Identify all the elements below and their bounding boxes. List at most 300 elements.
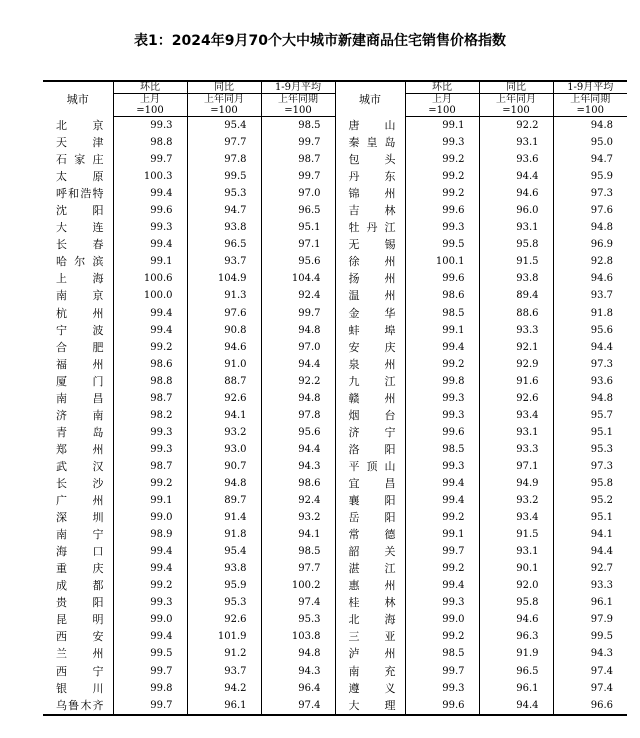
mom-value: 99.4 — [113, 560, 187, 577]
avg-value: 96.1 — [553, 594, 627, 611]
table-body — [43, 117, 627, 715]
avg-value: 96.4 — [261, 680, 335, 697]
city-name: 武汉 — [56, 459, 104, 473]
table-row — [43, 185, 627, 202]
avg-value: 97.9 — [553, 611, 627, 628]
yoy-value: 91.2 — [187, 645, 261, 662]
city-name: 成都 — [56, 579, 104, 593]
city-name: 济南 — [56, 408, 104, 422]
yoy-base: =100 — [479, 105, 553, 117]
avg-value: 95.6 — [553, 322, 627, 339]
mom-value: 99.2 — [405, 628, 479, 645]
table-row — [43, 287, 627, 304]
city-name: 南京 — [56, 289, 104, 303]
mom-subheader: 上月 — [405, 94, 479, 106]
yoy-value: 92.2 — [479, 117, 553, 135]
city-name: 惠州 — [335, 577, 405, 594]
yoy-value: 89.4 — [479, 287, 553, 304]
yoy-value: 97.8 — [187, 151, 261, 168]
table-row — [43, 270, 627, 287]
avg-value: 96.6 — [553, 697, 627, 715]
avg-value: 96.9 — [553, 236, 627, 253]
avg-value: 95.7 — [553, 407, 627, 424]
table-row — [43, 407, 627, 424]
table-row — [43, 577, 627, 594]
table-row — [43, 680, 627, 697]
yoy-value: 94.6 — [479, 611, 553, 628]
mom-value: 99.8 — [113, 680, 187, 697]
city-name: 青岛 — [56, 425, 104, 439]
avg-value: 99.7 — [261, 305, 335, 322]
table-row — [43, 645, 627, 662]
avg-value: 97.3 — [553, 185, 627, 202]
avg-header: 1-9月平均 — [553, 81, 627, 94]
yoy-value: 95.8 — [479, 236, 553, 253]
city-name: 昆明 — [56, 613, 104, 627]
city-name: 北京 — [56, 118, 104, 132]
mom-value: 100.6 — [113, 270, 187, 287]
table-title: 表1：2024年9月70个大中城市新建商品住宅销售价格指数 — [134, 33, 506, 49]
mom-value: 99.4 — [405, 492, 479, 509]
yoy-value: 90.1 — [479, 560, 553, 577]
city-name: 天津 — [56, 136, 104, 150]
yoy-value: 94.8 — [187, 475, 261, 492]
mom-value: 99.4 — [113, 628, 187, 645]
mom-value: 99.6 — [405, 270, 479, 287]
mom-value: 99.3 — [405, 594, 479, 611]
mom-value: 99.1 — [113, 492, 187, 509]
mom-value: 99.2 — [113, 577, 187, 594]
mom-value: 99.4 — [113, 185, 187, 202]
yoy-value: 91.9 — [479, 645, 553, 662]
table-row — [43, 253, 627, 270]
yoy-value: 96.1 — [187, 697, 261, 715]
avg-value: 97.4 — [553, 680, 627, 697]
table-row — [43, 441, 627, 458]
avg-value: 97.3 — [553, 356, 627, 373]
mom-subheader: 上月 — [113, 94, 187, 106]
mom-value: 99.6 — [405, 202, 479, 219]
yoy-value: 96.1 — [479, 680, 553, 697]
city-name: 赣州 — [335, 390, 405, 407]
city-name: 湛江 — [335, 560, 405, 577]
table-row — [43, 611, 627, 628]
yoy-value: 90.8 — [187, 322, 261, 339]
mom-value: 99.5 — [113, 645, 187, 662]
avg-value: 97.0 — [261, 185, 335, 202]
yoy-value: 91.6 — [479, 373, 553, 390]
yoy-value: 93.8 — [187, 219, 261, 236]
city-name: 秦皇岛 — [335, 134, 405, 151]
yoy-header: 同比 — [187, 81, 261, 94]
yoy-value: 91.5 — [479, 526, 553, 543]
mom-value: 98.7 — [113, 458, 187, 475]
mom-value: 98.8 — [113, 373, 187, 390]
city-name: 洛阳 — [335, 441, 405, 458]
city-name: 平顶山 — [335, 458, 405, 475]
avg-value: 93.3 — [553, 577, 627, 594]
mom-value: 99.7 — [113, 697, 187, 715]
avg-value: 94.8 — [261, 645, 335, 662]
table-row — [43, 594, 627, 611]
yoy-value: 94.6 — [479, 185, 553, 202]
table-row — [43, 322, 627, 339]
avg-value: 97.6 — [553, 202, 627, 219]
mom-value: 99.1 — [113, 253, 187, 270]
city-name: 韶关 — [335, 543, 405, 560]
mom-value: 99.0 — [113, 611, 187, 628]
avg-value: 97.0 — [261, 339, 335, 356]
yoy-value: 91.8 — [187, 526, 261, 543]
mom-value: 99.7 — [405, 663, 479, 680]
mom-value: 99.8 — [405, 373, 479, 390]
avg-value: 95.2 — [553, 492, 627, 509]
avg-value: 95.9 — [553, 168, 627, 185]
mom-value: 99.7 — [113, 663, 187, 680]
city-name: 扬州 — [335, 270, 405, 287]
table-row — [43, 134, 627, 151]
mom-value: 99.3 — [113, 117, 187, 135]
city-name: 宁波 — [56, 323, 104, 337]
avg-value: 94.3 — [553, 645, 627, 662]
avg-value: 97.4 — [553, 663, 627, 680]
city-name: 吉林 — [335, 202, 405, 219]
avg-value: 98.5 — [261, 117, 335, 135]
mom-base: =100 — [405, 105, 479, 117]
yoy-value: 93.6 — [479, 151, 553, 168]
city-name: 大理 — [335, 697, 405, 715]
yoy-value: 91.5 — [479, 253, 553, 270]
avg-value: 94.3 — [261, 663, 335, 680]
avg-value: 95.1 — [553, 509, 627, 526]
city-name: 牡丹江 — [335, 219, 405, 236]
city-name: 郑州 — [56, 442, 104, 456]
city-name: 重庆 — [56, 562, 104, 576]
city-name: 长春 — [56, 238, 104, 252]
mom-value: 99.6 — [405, 697, 479, 715]
mom-value: 100.3 — [113, 168, 187, 185]
city-name: 乌鲁木齐 — [43, 697, 113, 715]
yoy-value: 93.8 — [479, 270, 553, 287]
mom-value: 99.0 — [405, 611, 479, 628]
mom-value: 98.5 — [405, 441, 479, 458]
mom-value: 99.2 — [405, 509, 479, 526]
avg-value: 98.5 — [261, 543, 335, 560]
city-name: 宜昌 — [335, 475, 405, 492]
city-name: 大连 — [56, 221, 104, 235]
city-name: 金华 — [335, 305, 405, 322]
avg-value: 94.4 — [261, 356, 335, 373]
city-name: 南宁 — [56, 528, 104, 542]
city-name: 深圳 — [56, 511, 104, 525]
city-name: 石家庄 — [56, 153, 104, 167]
city-name: 丹东 — [335, 168, 405, 185]
mom-base: =100 — [113, 105, 187, 117]
city-header-right: 城市 — [335, 81, 405, 117]
avg-value: 93.6 — [553, 373, 627, 390]
city-name: 福州 — [56, 357, 104, 371]
yoy-value: 97.6 — [187, 305, 261, 322]
yoy-value: 92.6 — [187, 390, 261, 407]
avg-value: 95.0 — [553, 134, 627, 151]
yoy-value: 101.9 — [187, 628, 261, 645]
avg-value: 94.4 — [553, 339, 627, 356]
avg-value: 97.3 — [553, 458, 627, 475]
city-name: 三亚 — [335, 628, 405, 645]
city-name: 呼和浩特 — [56, 187, 104, 201]
yoy-value: 93.4 — [479, 509, 553, 526]
mom-header: 环比 — [113, 81, 187, 94]
mom-value: 99.2 — [113, 475, 187, 492]
yoy-value: 97.7 — [187, 134, 261, 151]
city-name: 沈阳 — [56, 204, 104, 218]
table-row — [43, 117, 627, 135]
city-name: 安庆 — [335, 339, 405, 356]
table-row — [43, 697, 627, 715]
avg-value: 98.6 — [261, 475, 335, 492]
avg-value: 94.8 — [553, 390, 627, 407]
avg-value: 92.2 — [261, 373, 335, 390]
yoy-value: 91.3 — [187, 287, 261, 304]
table-row — [43, 168, 627, 185]
table-row — [43, 628, 627, 645]
mom-value: 98.6 — [405, 287, 479, 304]
mom-value: 98.9 — [113, 526, 187, 543]
table-row — [43, 560, 627, 577]
mom-value: 99.3 — [405, 219, 479, 236]
yoy-value: 94.4 — [479, 168, 553, 185]
mom-value: 99.4 — [113, 305, 187, 322]
city-name: 蚌埠 — [335, 322, 405, 339]
mom-value: 99.3 — [405, 407, 479, 424]
mom-value: 99.6 — [405, 424, 479, 441]
mom-value: 98.7 — [113, 390, 187, 407]
yoy-value: 92.1 — [479, 339, 553, 356]
avg-value: 97.4 — [261, 594, 335, 611]
avg-value: 94.7 — [553, 151, 627, 168]
mom-value: 99.3 — [405, 390, 479, 407]
city-name: 温州 — [335, 287, 405, 304]
city-name: 泸州 — [335, 645, 405, 662]
mom-value: 98.5 — [405, 645, 479, 662]
avg-value: 94.6 — [553, 270, 627, 287]
city-name: 合肥 — [56, 340, 104, 354]
mom-value: 99.3 — [113, 594, 187, 611]
yoy-value: 99.5 — [187, 168, 261, 185]
price-index-table — [43, 80, 627, 716]
city-name: 厦门 — [56, 374, 104, 388]
table-row — [43, 339, 627, 356]
table-row — [43, 151, 627, 168]
avg-value: 95.6 — [261, 253, 335, 270]
city-name: 兰州 — [56, 647, 104, 661]
avg-value: 97.1 — [261, 236, 335, 253]
avg-value: 97.4 — [261, 697, 335, 715]
mom-value: 99.1 — [405, 117, 479, 135]
city-name: 杭州 — [56, 306, 104, 320]
avg-value: 100.2 — [261, 577, 335, 594]
yoy-value: 95.4 — [187, 543, 261, 560]
city-name: 遵义 — [335, 680, 405, 697]
avg-value: 94.3 — [261, 458, 335, 475]
avg-value: 93.7 — [553, 287, 627, 304]
yoy-value: 93.1 — [479, 134, 553, 151]
yoy-value: 88.6 — [479, 305, 553, 322]
avg-value: 99.5 — [553, 628, 627, 645]
avg-value: 95.3 — [261, 611, 335, 628]
city-name: 唐山 — [335, 117, 405, 135]
yoy-value: 93.2 — [479, 492, 553, 509]
mom-value: 98.2 — [113, 407, 187, 424]
avg-value: 94.1 — [261, 526, 335, 543]
mom-value: 98.8 — [113, 134, 187, 151]
yoy-value: 96.0 — [479, 202, 553, 219]
table-row — [43, 373, 627, 390]
city-name: 贵阳 — [56, 596, 104, 610]
city-name: 上海 — [56, 272, 104, 286]
mom-value: 98.5 — [405, 305, 479, 322]
city-name: 西安 — [56, 630, 104, 644]
avg-value: 94.1 — [553, 526, 627, 543]
avg-value: 99.7 — [261, 168, 335, 185]
yoy-subheader: 上年同月 — [479, 94, 553, 106]
yoy-value: 88.7 — [187, 373, 261, 390]
yoy-value: 97.1 — [479, 458, 553, 475]
mom-value: 99.1 — [405, 526, 479, 543]
yoy-value: 94.1 — [187, 407, 261, 424]
city-name: 长沙 — [56, 477, 104, 490]
yoy-value: 93.8 — [187, 560, 261, 577]
yoy-header: 同比 — [479, 81, 553, 94]
mom-value: 99.4 — [113, 543, 187, 560]
avg-subheader: 上年同期 — [553, 94, 627, 106]
avg-value: 94.8 — [553, 219, 627, 236]
mom-value: 99.3 — [113, 424, 187, 441]
city-name: 广州 — [56, 494, 104, 508]
avg-value: 91.8 — [553, 305, 627, 322]
city-name: 西宁 — [56, 664, 104, 678]
city-name: 太原 — [56, 170, 104, 184]
city-header-left: 城市 — [43, 81, 113, 117]
mom-value: 99.7 — [113, 151, 187, 168]
yoy-value: 93.7 — [187, 253, 261, 270]
yoy-value: 93.7 — [187, 663, 261, 680]
mom-value: 99.2 — [405, 560, 479, 577]
yoy-value: 104.9 — [187, 270, 261, 287]
avg-value: 94.8 — [553, 117, 627, 135]
city-name: 桂林 — [335, 594, 405, 611]
avg-value: 92.8 — [553, 253, 627, 270]
city-name: 岳阳 — [335, 509, 405, 526]
table-row — [43, 219, 627, 236]
mom-value: 99.3 — [405, 680, 479, 697]
yoy-value: 96.5 — [187, 236, 261, 253]
table-row — [43, 663, 627, 680]
table-row — [43, 475, 627, 492]
table-row — [43, 458, 627, 475]
avg-value: 97.7 — [261, 560, 335, 577]
mom-value: 99.2 — [405, 168, 479, 185]
yoy-value: 93.2 — [187, 424, 261, 441]
mom-value: 99.3 — [113, 219, 187, 236]
mom-value: 99.4 — [113, 322, 187, 339]
table-row — [43, 305, 627, 322]
mom-value: 99.4 — [113, 236, 187, 253]
table-row — [43, 424, 627, 441]
city-name: 北海 — [335, 611, 405, 628]
yoy-value: 91.0 — [187, 356, 261, 373]
city-name: 烟台 — [335, 407, 405, 424]
mom-value: 99.2 — [405, 185, 479, 202]
avg-value: 94.8 — [261, 322, 335, 339]
city-name: 银川 — [56, 681, 104, 695]
yoy-subheader: 上年同月 — [187, 94, 261, 106]
avg-value: 95.3 — [553, 441, 627, 458]
avg-value: 93.2 — [261, 509, 335, 526]
yoy-value: 92.0 — [479, 577, 553, 594]
mom-value: 99.2 — [405, 151, 479, 168]
avg-header: 1-9月平均 — [261, 81, 335, 94]
city-name: 九江 — [335, 373, 405, 390]
yoy-value: 96.5 — [479, 663, 553, 680]
mom-value: 99.3 — [405, 134, 479, 151]
mom-value: 99.4 — [405, 339, 479, 356]
mom-value: 100.1 — [405, 253, 479, 270]
yoy-value: 93.0 — [187, 441, 261, 458]
mom-value: 99.4 — [405, 475, 479, 492]
city-name: 常德 — [335, 526, 405, 543]
avg-value: 92.4 — [261, 287, 335, 304]
avg-subheader: 上年同期 — [261, 94, 335, 106]
yoy-value: 95.3 — [187, 594, 261, 611]
yoy-value: 93.1 — [479, 219, 553, 236]
avg-value: 94.8 — [261, 390, 335, 407]
city-name: 锦州 — [335, 185, 405, 202]
yoy-value: 95.4 — [187, 117, 261, 135]
mom-value: 99.4 — [405, 577, 479, 594]
table-row — [43, 390, 627, 407]
avg-value: 98.7 — [261, 151, 335, 168]
yoy-value: 94.4 — [479, 697, 553, 715]
mom-value: 99.0 — [113, 509, 187, 526]
city-name: 徐州 — [335, 253, 405, 270]
avg-value: 94.4 — [553, 543, 627, 560]
yoy-value: 93.4 — [479, 407, 553, 424]
yoy-value: 93.1 — [479, 543, 553, 560]
avg-base: =100 — [261, 105, 335, 117]
avg-value: 104.4 — [261, 270, 335, 287]
yoy-value: 90.7 — [187, 458, 261, 475]
city-name: 泉州 — [335, 356, 405, 373]
mom-value: 99.5 — [405, 236, 479, 253]
city-name: 襄阳 — [335, 492, 405, 509]
table-row — [43, 543, 627, 560]
avg-value: 96.5 — [261, 202, 335, 219]
avg-value: 92.7 — [553, 560, 627, 577]
city-name: 济宁 — [335, 424, 405, 441]
yoy-value: 95.8 — [479, 594, 553, 611]
mom-value: 99.2 — [113, 339, 187, 356]
yoy-value: 91.4 — [187, 509, 261, 526]
yoy-value: 94.7 — [187, 202, 261, 219]
yoy-base: =100 — [187, 105, 261, 117]
avg-value: 95.8 — [553, 475, 627, 492]
yoy-value: 92.6 — [479, 390, 553, 407]
mom-value: 99.6 — [113, 202, 187, 219]
yoy-value: 92.9 — [479, 356, 553, 373]
yoy-value: 95.3 — [187, 185, 261, 202]
yoy-value: 95.9 — [187, 577, 261, 594]
